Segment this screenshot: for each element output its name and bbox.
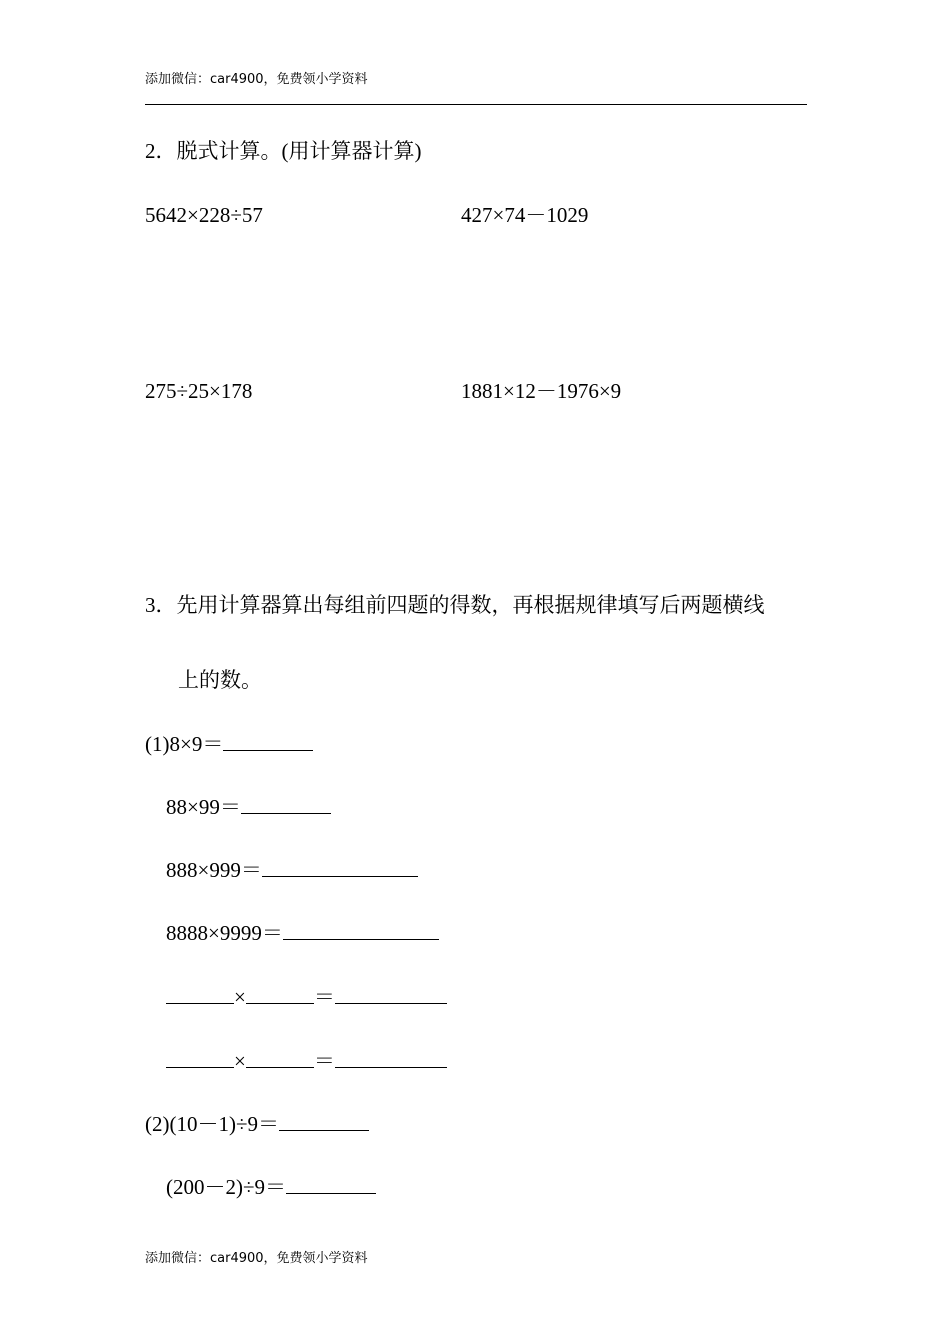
factor-blank[interactable] (166, 1049, 234, 1068)
answer-blank[interactable] (279, 1112, 369, 1131)
factor-blank[interactable] (246, 1049, 314, 1068)
group-1-row-2 (166, 794, 331, 820)
group-1-label: (1) (145, 732, 170, 756)
answer-blank[interactable] (335, 1049, 447, 1068)
group-2-row-1 (145, 1111, 369, 1137)
problem-1: 5642×228÷57 (145, 203, 263, 227)
section-3-title-line-2: 上的数。 (178, 668, 262, 692)
header-rule (145, 104, 807, 105)
equals-sign: ＝ (313, 1049, 335, 1073)
group-1-row-5 (166, 984, 447, 1010)
answer-blank[interactable] (335, 985, 447, 1004)
group-2-row-2 (166, 1174, 376, 1200)
group-1-expr-2: 88×99＝ (166, 795, 241, 819)
group-1-expr-4: 8888×9999＝ (166, 921, 283, 945)
times-sign: × (234, 1049, 246, 1073)
problem-2: 427×74－1029 (461, 203, 589, 227)
group-1-expr-3: 888×999＝ (166, 858, 262, 882)
times-sign: × (234, 985, 246, 1009)
group-1-row-4 (166, 920, 439, 946)
problem-4: 1881×12－1976×9 (461, 379, 622, 403)
group-1-row-3 (166, 857, 418, 883)
factor-blank[interactable] (246, 985, 314, 1004)
problem-3: 275÷25×178 (145, 379, 253, 403)
answer-blank[interactable] (223, 732, 313, 751)
answer-blank[interactable] (286, 1175, 376, 1194)
group-2-expr-1: (10－1)÷9＝ (169, 1112, 280, 1136)
group-1-row-6 (166, 1048, 447, 1074)
section-2-title: 2．脱式计算。(用计算器计算) (145, 139, 422, 163)
section-3-title-line-1: 3．先用计算器算出每组前四题的得数，再根据规律填写后两题横线 (145, 593, 765, 617)
answer-blank[interactable] (262, 858, 418, 877)
group-2-expr-2: (200－2)÷9＝ (166, 1175, 287, 1199)
answer-blank[interactable] (283, 921, 439, 940)
group-1-expr-1: 8×9＝ (169, 732, 224, 756)
page-footer-note: 添加微信：car4900，免费领小学资料 (145, 1251, 368, 1266)
group-1-row-1 (145, 731, 313, 757)
equals-sign: ＝ (313, 985, 335, 1009)
factor-blank[interactable] (166, 985, 234, 1004)
page-header-note: 添加微信：car4900，免费领小学资料 (145, 72, 368, 87)
answer-blank[interactable] (241, 795, 331, 814)
group-2-label: (2) (145, 1112, 170, 1136)
